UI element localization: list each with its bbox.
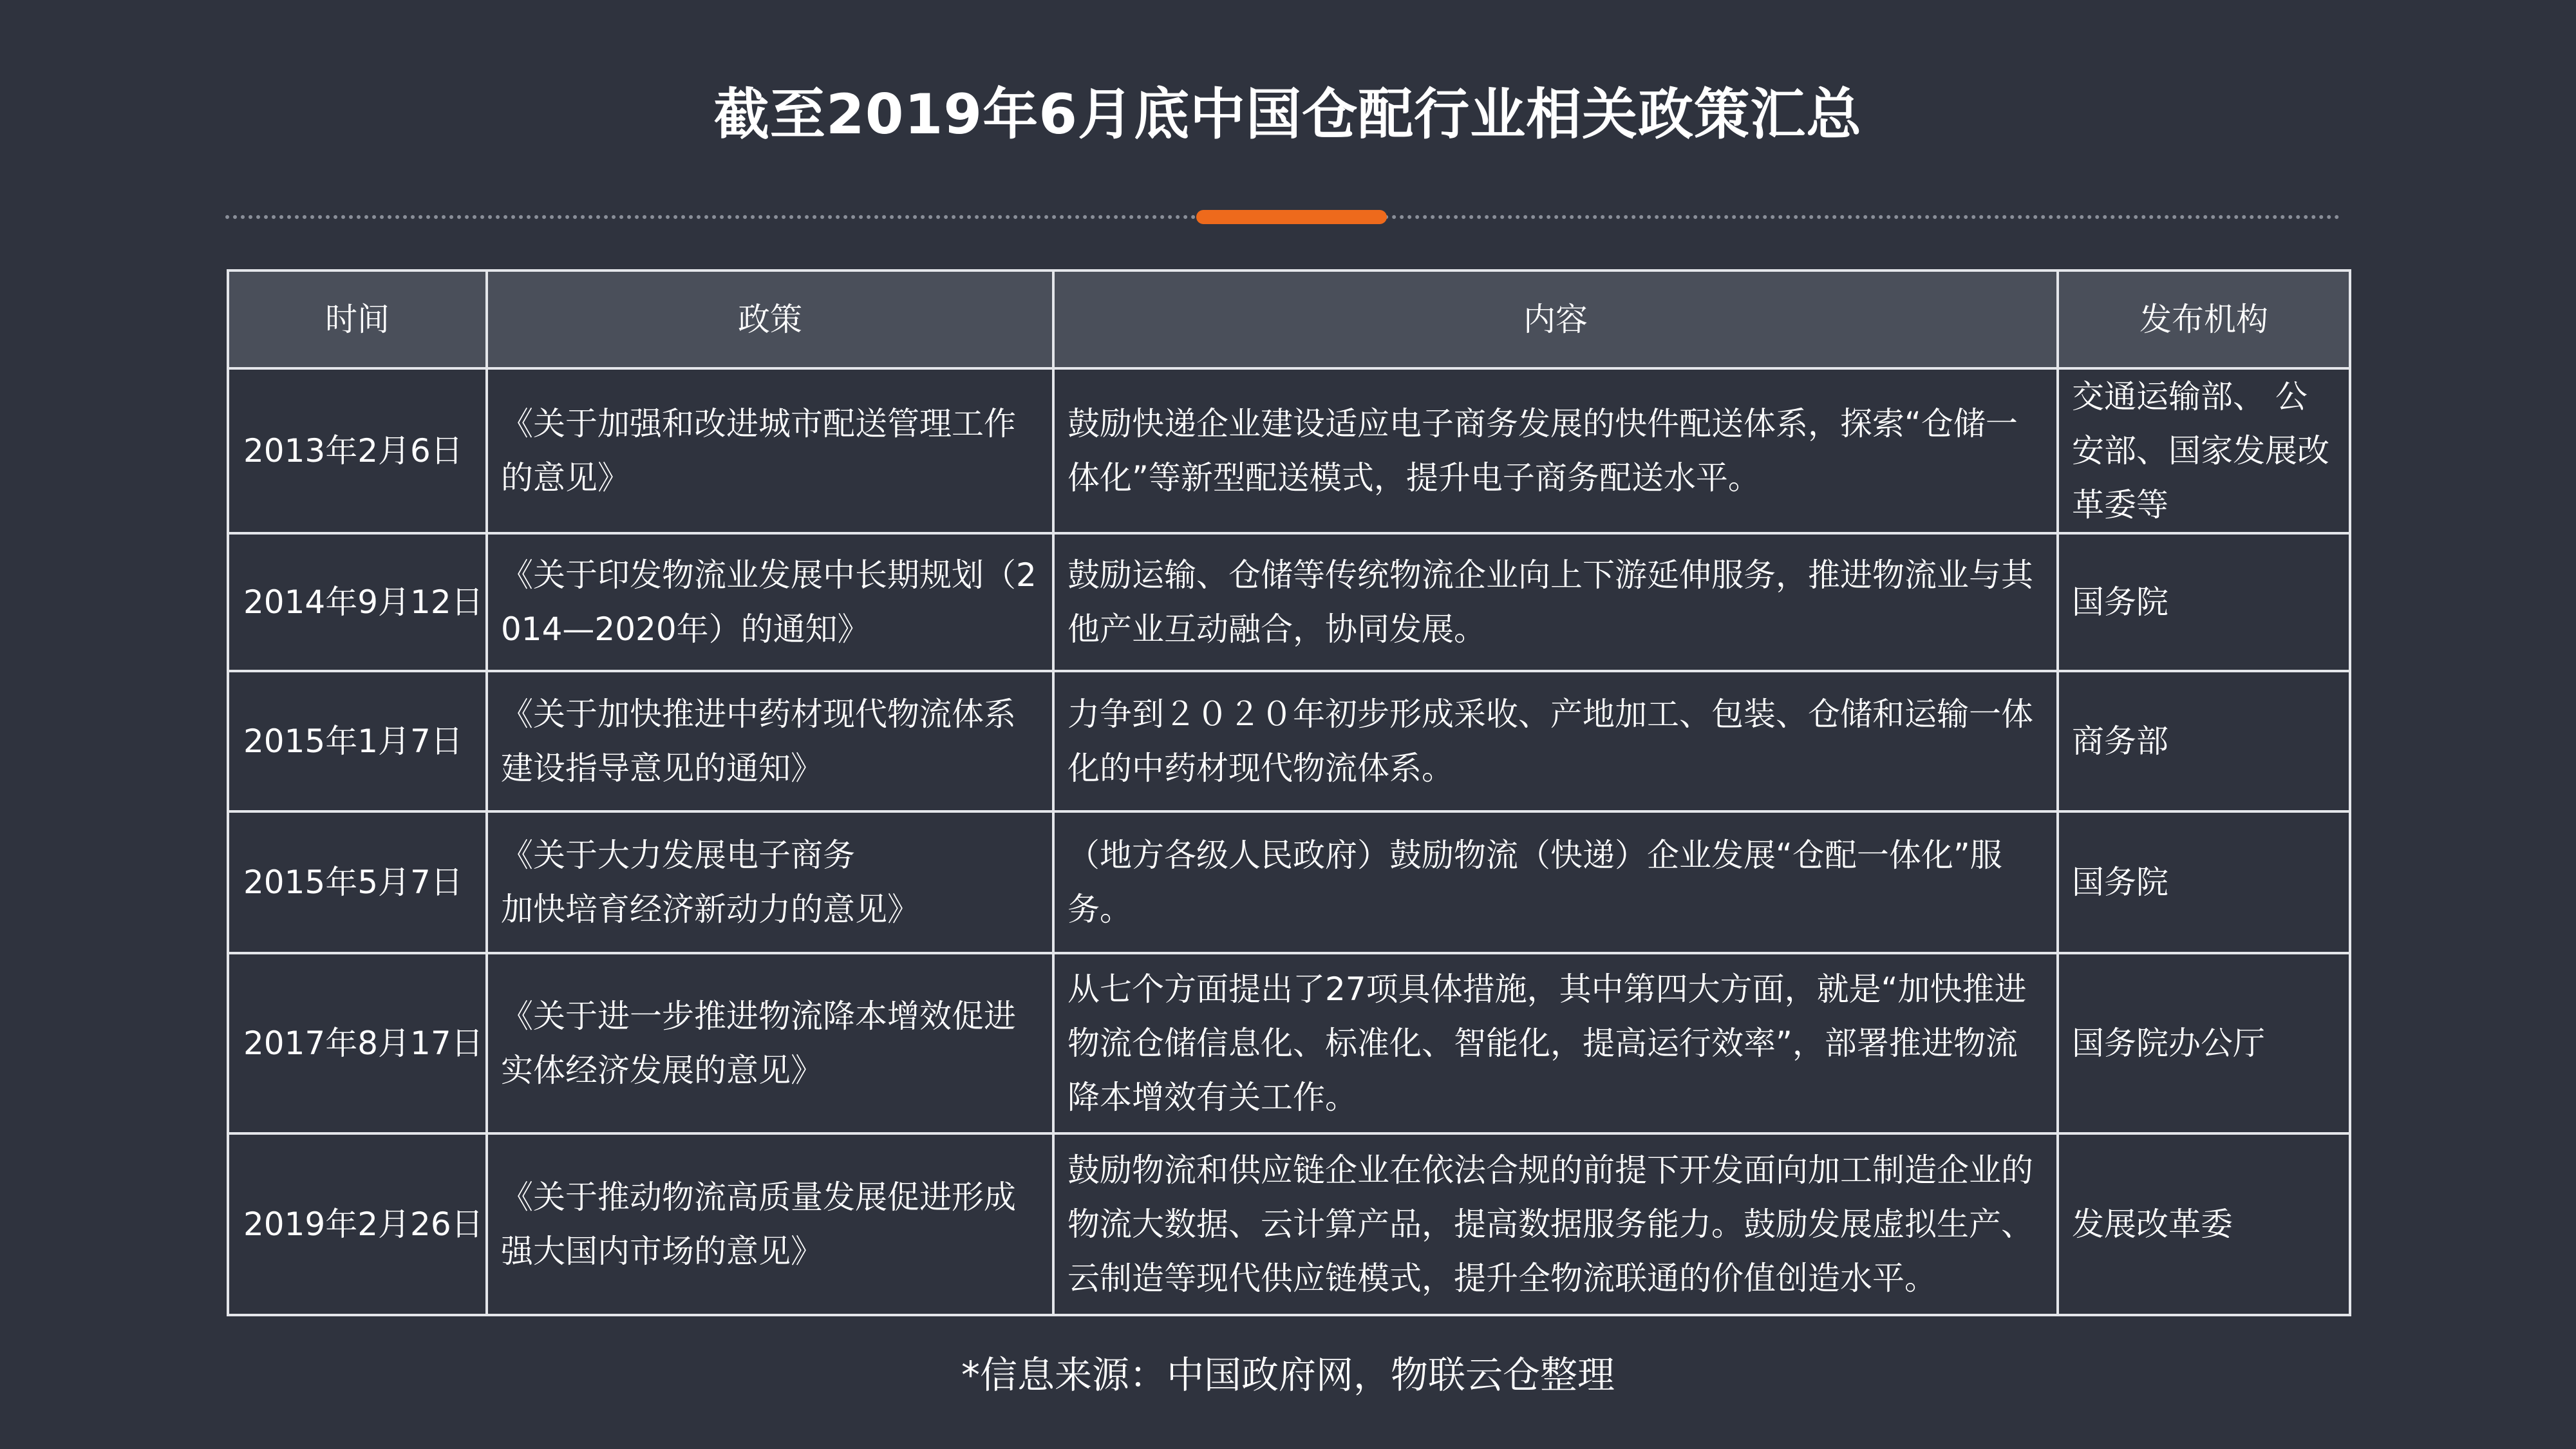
cell-content: 从七个方面提出了27项具体措施，其中第四大方面，就是“加快推进物流仓储信息化、标准化、智能化，提高运行效率”，部署推进物流降本增效有关工作。 — [1053, 953, 2058, 1133]
table-row — [228, 368, 2350, 533]
cell-agency: 国务院办公厅 — [2058, 953, 2350, 1133]
cell-policy: 《关于推动物流高质量发展促进形成强大国内市场的意见》 — [487, 1133, 1053, 1315]
cell-date: 2017年8月17日 — [228, 953, 487, 1133]
title-divider-accent — [1196, 210, 1387, 224]
table-row — [228, 533, 2350, 671]
cell-agency: 发展改革委 — [2058, 1133, 2350, 1315]
cell-agency: 国务院 — [2058, 811, 2350, 953]
cell-policy: 《关于加快推进中药材现代物流体系建设指导意见的通知》 — [487, 671, 1053, 811]
cell-date: 2014年9月12日 — [228, 533, 487, 671]
cell-content: 鼓励快递企业建设适应电子商务发展的快件配送体系，探索“仓储一体化”等新型配送模式，提升电子商务配送水平。 — [1053, 368, 2058, 533]
header-agency: 发布机构 — [2058, 270, 2350, 368]
cell-content: 鼓励物流和供应链企业在依法合规的前提下开发面向加工制造企业的物流大数据、云计算产品，提高数据服务能力。鼓励发展虚拟生产、云制造等现代供应链模式，提升全物流联通的价值创造水平。 — [1053, 1133, 2058, 1315]
cell-content: （地方各级人民政府）鼓励物流（快递）企业发展“仓配一体化”服务。 — [1053, 811, 2058, 953]
cell-date: 2019年2月26日 — [228, 1133, 487, 1315]
table-row — [228, 671, 2350, 811]
cell-policy: 《关于进一步推进物流降本增效促进实体经济发展的意见》 — [487, 953, 1053, 1133]
table-row — [228, 953, 2350, 1133]
cell-agency: 国务院 — [2058, 533, 2350, 671]
table-header-row — [228, 270, 2350, 368]
cell-date: 2015年1月7日 — [228, 671, 487, 811]
header-content: 内容 — [1053, 270, 2058, 368]
cell-content: 鼓励运输、仓储等传统物流企业向上下游延伸服务，推进物流业与其他产业互动融合，协同发展。 — [1053, 533, 2058, 671]
header-date: 时间 — [228, 270, 487, 368]
table-row — [228, 811, 2350, 953]
policy-table — [227, 269, 2351, 1316]
cell-content: 力争到２０２０年初步形成采收、产地加工、包装、仓储和运输一体化的中药材现代物流体系。 — [1053, 671, 2058, 811]
cell-agency: 商务部 — [2058, 671, 2350, 811]
header-policy: 政策 — [487, 270, 1053, 368]
page-title: 截至2019年6月底中国仓配行业相关政策汇总 — [713, 82, 1863, 147]
cell-policy: 《关于大力发展电子商务 加快培育经济新动力的意见》 — [487, 811, 1053, 953]
cell-policy: 《关于加强和改进城市配送管理工作的意见》 — [487, 368, 1053, 533]
cell-date: 2013年2月6日 — [228, 368, 487, 533]
source-note: *信息来源：中国政府网，物联云仓整理 — [961, 1353, 1615, 1397]
cell-agency: 交通运输部、 公安部、国家发展改革委等 — [2058, 368, 2350, 533]
cell-policy: 《关于印发物流业发展中长期规划（2014—2020年）的通知》 — [487, 533, 1053, 671]
cell-date: 2015年5月7日 — [228, 811, 487, 953]
table-row — [228, 1133, 2350, 1315]
